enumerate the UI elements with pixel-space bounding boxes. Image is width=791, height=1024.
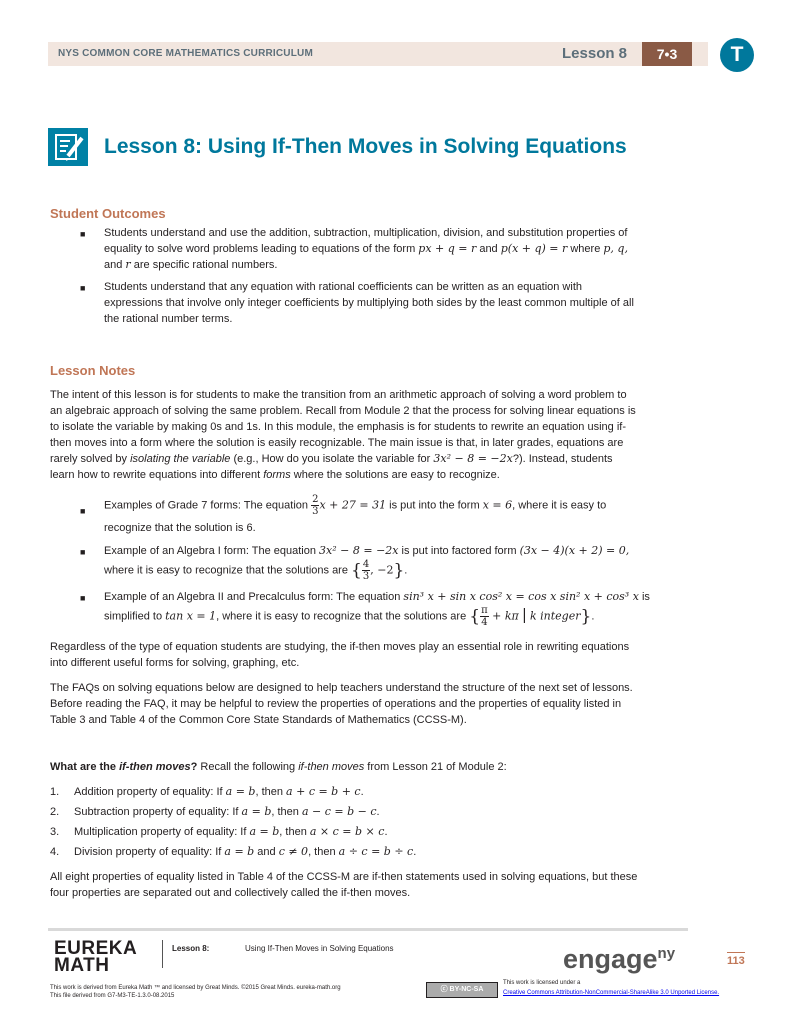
bullet-square-icon: ■: [80, 593, 86, 603]
student-outcomes-heading: Student Outcomes: [50, 206, 166, 221]
outcome-2: Students understand that any equation with rational coefficients can be written as an equation with expressions that involve only integer coefficients by multiplying both sides by the least common multiple of all the rational number terms.: [104, 281, 634, 325]
bullet-square-icon: ■: [80, 506, 86, 516]
teacher-badge: T: [720, 38, 754, 72]
page-title: Lesson 8: Using If-Then Moves in Solving Equations: [104, 135, 627, 158]
faq-question: What are the if-then moves? Recall the following if-then moves from Lesson 21 of Module 2:: [50, 761, 507, 773]
lesson-notes-paragraph-2: Regardless of the type of equation students are studying, the if-then moves play an essential role in rewriting equations into different useful forms for solving, graphing, etc.: [50, 641, 630, 669]
list-item: 2. Subtraction property of equality: If a = b, then a − c = b − c.: [50, 805, 380, 818]
bullet-square-icon: ■: [80, 229, 86, 239]
footer-credit: This work is derived from Eureka Math ™ and licensed by Great Minds. ©2015 Great Minds. eureka-math.org This file derived from G7-M3-TE-1.3.0-08.2015: [50, 985, 341, 999]
if-then-moves-list: [50, 784, 710, 864]
list-item: 3. Multiplication property of equality: If a = b, then a × c = b × c.: [50, 825, 388, 838]
lesson-notes-paragraph-3: The FAQs on solving equations below are designed to help teachers understand the structure of the next set of lessons. Before reading the FAQ, it may be helpful to review the properties of operations and the properties of equality listed in Table 3 and Table 4 of the Common Core State Standards of Mathematics (CCSS-M).: [50, 682, 633, 726]
cc-license-icon: ⓒ BY-NC-SA: [426, 982, 498, 998]
module-badge: 7•3: [642, 42, 692, 66]
header-lesson: Lesson 8: [562, 45, 628, 62]
bullet-square-icon: ■: [80, 547, 86, 557]
example-algebra1: Example of an Algebra I form: The equation 3x² − 8 = −2x is put into factored form (3x − 4)(x + 2) = 0, where it is easy to recognize that the solutions are { $\frac{4}{3}$ , −2}.: [104, 544, 630, 582]
fraction-two-thirds: $\frac{2}{3}$: [312, 494, 319, 517]
list-item: 1. Addition property of equality: If a = b, then a + c = b + c.: [50, 785, 364, 798]
outcome-1: Students understand and use the addition, subtraction, multiplication, division, and substitution properties of equality to solve word problems leading to equations of the form px + q = r and p(x + q) = r where p, q, and r are specific rational numbers.: [104, 227, 628, 271]
example-grade7: Examples of Grade 7 forms: The equation $\frac{2}{3}$ x + 27 = 31 is put into the form x = 6, where it is easy to recognize that the solution is 6.: [104, 494, 607, 534]
engageny-logo: engage$^{ny}$: [563, 944, 676, 974]
footer-lesson-label: Lesson 8:: [172, 944, 210, 953]
lesson-notes-heading: Lesson Notes: [50, 363, 136, 378]
bullet-square-icon: ■: [80, 283, 86, 293]
footer-lesson-title: Using If-Then Moves in Solving Equations: [245, 944, 394, 953]
faq-closing: All eight properties of equality listed in Table 4 of the CCSS-M are if-then statements used in solving equations, but these four properties are separated out and collectively called the if-then moves.: [50, 871, 638, 899]
eureka-math-logo: EUREKA MATH: [54, 938, 138, 976]
license-text: This work is licensed under a: [503, 980, 581, 986]
page-number: 113: [727, 952, 745, 967]
example-algebra2: Example of an Algebra II and Precalculus form: The equation sin³ x + sin x cos² x = cos x sin² x + cos³ x is simplified to tan x = 1, where it is easy to recognize that the solutions are { $\frac{\pi}{4}$ + kπ | k integer}.: [104, 590, 650, 628]
lesson-notes-paragraph-1: The intent of this lesson is for students to make the transition from an arithmetic approach of solving a word problem to an algebraic approach of solving the same problem. Recall from Module 2 that the process for solving linear equations is to isolate the variable by making 0s and 1s. In this module, the emphasis is for students to rewrite an equation using if- then moves into a form where the solution is easily recognizable. The main issue is that, in later grades, equations are rarely solved by isolating the variable (e.g., How do you isolate the variable for 3x² − 8 = −2x?). Instead, students learn how to rewrite equations into different forms where the solutions are easy to recognize.: [50, 389, 636, 481]
license-link[interactable]: Creative Commons Attribution-NonCommercial-ShareAlike 3.0 Unported License.: [503, 990, 720, 996]
list-item: 4. Division property of equality: If a = b and c ≠ 0, then a ÷ c = b ÷ c.: [50, 845, 417, 858]
footer-separator: [162, 940, 163, 968]
curriculum-label: NYS COMMON CORE MATHEMATICS CURRICULUM: [58, 48, 313, 59]
footer-divider: [48, 928, 688, 931]
title-pencil-icon: [48, 128, 88, 166]
